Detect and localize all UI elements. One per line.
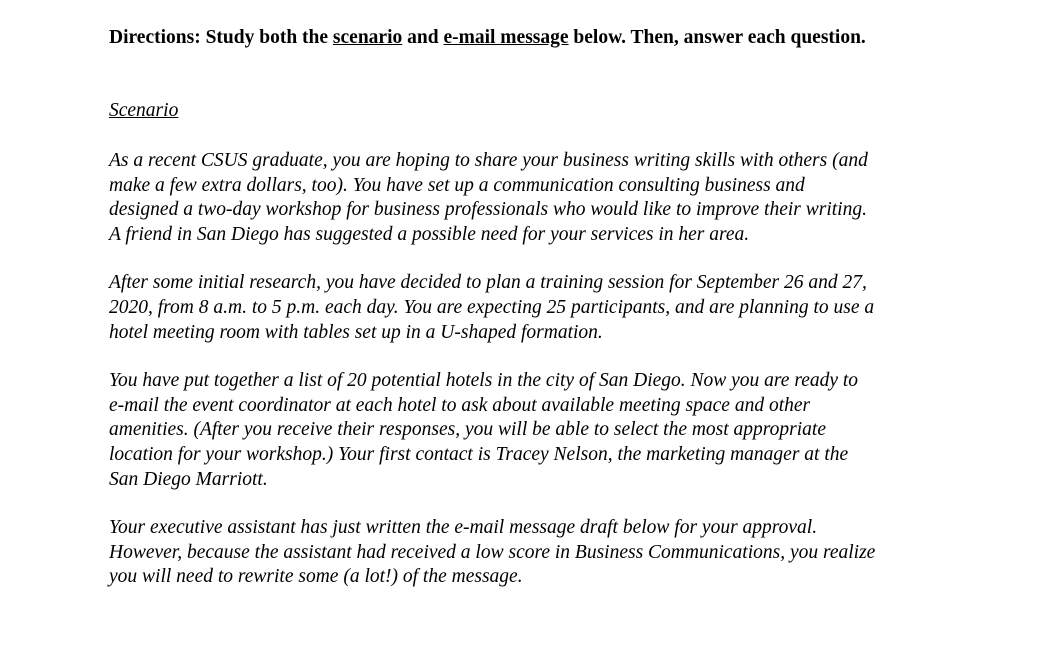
paragraph-line: you will need to rewrite some (a lot!) of the message. — [109, 566, 523, 588]
scenario-paragraph-3 — [109, 369, 1009, 492]
directions-prefix: Directions: Study both the — [109, 27, 333, 48]
scenario-paragraph-4 — [109, 516, 1009, 590]
directions-scenario-underlined: scenario — [332, 27, 403, 48]
paragraph-line: 2020, from 8 a.m. to 5 p.m. each day. You are expecting 25 participants, and are planning to use a — [109, 296, 875, 318]
paragraph-line: A friend in San Diego has suggested a possible need for your services in her area. — [109, 223, 750, 245]
paragraph-line: However, because the assistant had received a low score in Business Communications, you realize — [109, 541, 876, 563]
paragraph-line: e-mail the event coordinator at each hotel to ask about available meeting space and other — [109, 394, 811, 416]
scenario-paragraph-1 — [109, 149, 1009, 247]
paragraph-line: As a recent CSUS graduate, you are hoping to share your business writing skills with others (and — [109, 150, 868, 171]
directions-suffix: below. Then, answer each question. — [568, 27, 866, 48]
directions-line — [109, 26, 1009, 50]
paragraph-line: hotel meeting room with tables set up in a U-shaped formation. — [109, 321, 603, 343]
paragraph-line: Your executive assistant has just written the e-mail message draft below for your approval. — [109, 517, 818, 539]
scenario-paragraph-2 — [109, 271, 1009, 345]
paragraph-line: location for your workshop.) Your first contact is Tracey Nelson, the marketing manager at the — [109, 443, 849, 465]
directions-email-underlined: e-mail message — [443, 27, 569, 48]
scenario-heading: Scenario — [109, 100, 179, 121]
document-page — [109, 26, 1009, 590]
paragraph-line: designed a two-day workshop for business professionals who would like to improve their writing. — [109, 199, 867, 221]
paragraph-line: San Diego Marriott. — [109, 468, 268, 490]
paragraph-line: After some initial research, you have decided to plan a training session for September 26 and 27, — [109, 272, 867, 294]
paragraph-line: You have put together a list of 20 potential hotels in the city of San Diego. Now you are ready to — [109, 370, 859, 392]
paragraph-line: amenities. (After you receive their responses, you will be able to select the most appropriate — [109, 419, 827, 441]
paragraph-line: make a few extra dollars, too). You have set up a communication consulting business and — [109, 174, 805, 196]
directions-middle: and — [402, 27, 444, 48]
